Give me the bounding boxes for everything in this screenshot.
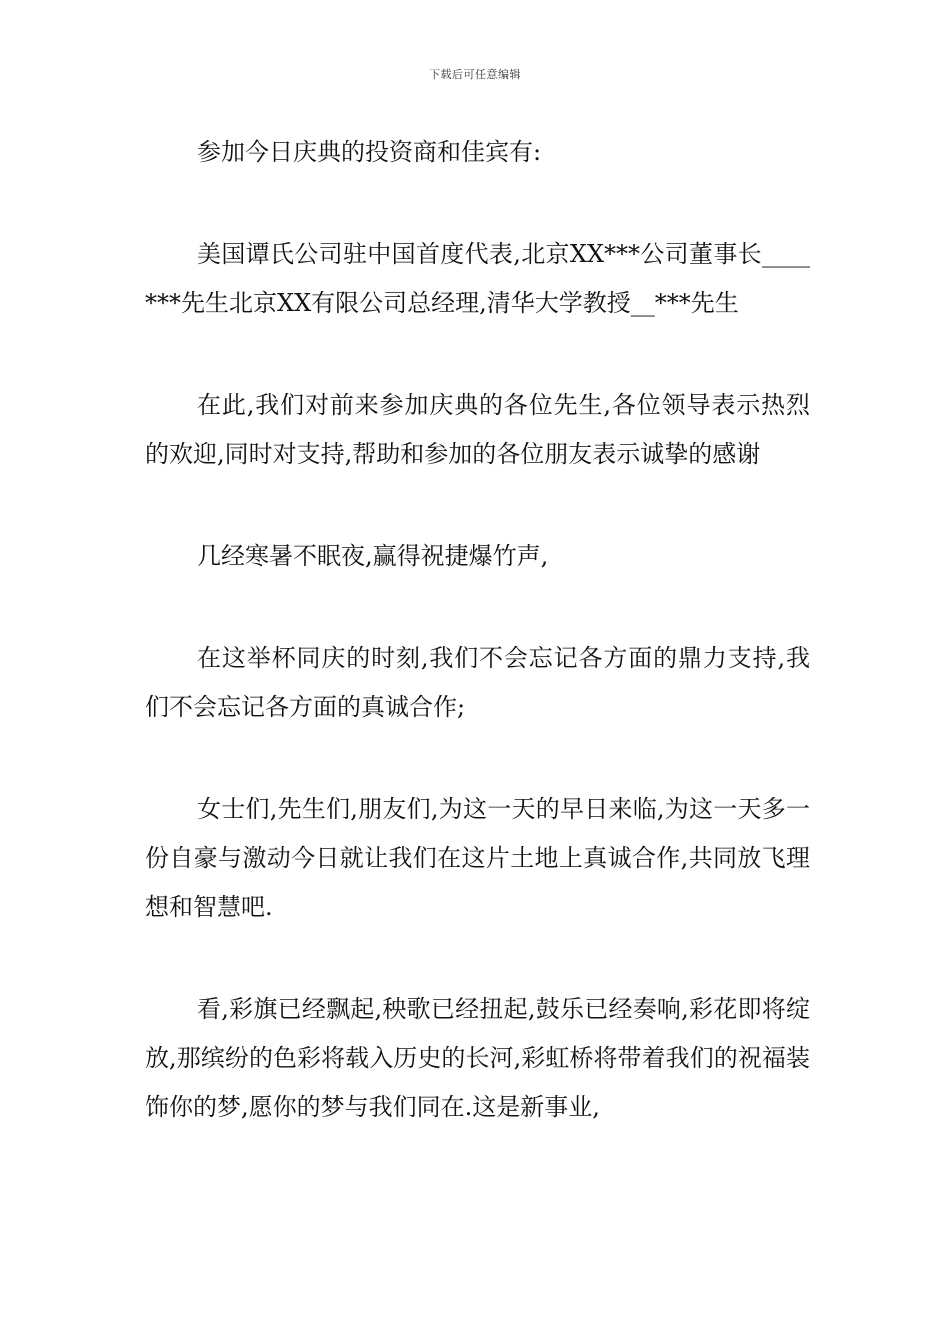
paragraph-verse: 几经寒暑不眠夜,赢得祝捷爆竹声, — [197, 542, 549, 570]
paragraph-guest-list: 美国谭氏公司驻中国首度代表,北京XX***公司董事长____***先生北京XX有限公司总经理,清华大学教授__***先生 — [145, 240, 810, 317]
header-note: 下载后可任意编辑 — [429, 68, 521, 81]
paragraph-celebration: 看,彩旗已经飘起,秧歌已经扭起,鼓乐已经奏响,彩花即将绽放,那缤纷的色彩将载入历史的长河,彩虹桥将带着我们的祝福装饰你的梦,愿你的梦与我们同在.这是新事业, — [145, 995, 810, 1121]
paragraph-address: 女士们,先生们,朋友们,为这一天的早日来临,为这一天多一份自豪与激动今日就让我们在这片土地上真诚合作,共同放飞理想和智慧吧. — [145, 795, 810, 921]
document-body — [145, 128, 810, 1185]
paragraph-welcome: 在此,我们对前来参加庆典的各位先生,各位领导表示热烈的欢迎,同时对支持,帮助和参加的各位朋友表示诚挚的感谢 — [145, 391, 810, 468]
paragraph-guests-intro: 参加今日庆典的投资商和佳宾有: — [197, 138, 542, 166]
paragraph-toast: 在这举杯同庆的时刻,我们不会忘记各方面的鼎力支持,我们不会忘记各方面的真诚合作; — [145, 644, 810, 721]
